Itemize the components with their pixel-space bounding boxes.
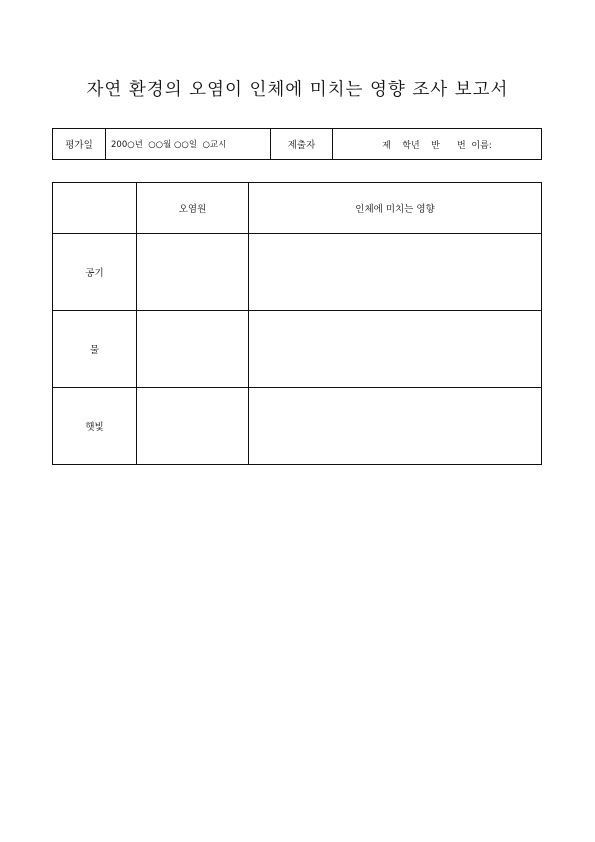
water-effect-cell[interactable] [249, 311, 542, 388]
header-source: 오염원 [137, 183, 249, 234]
eval-date-label: 평가일 [53, 129, 106, 159]
info-box [52, 128, 542, 160]
table-row-water [53, 311, 542, 388]
submitter-field[interactable]: 제 학년 반 번 이름: [382, 140, 492, 151]
eval-date-field[interactable]: 200○년 ○○월 ○○일 ○교시 [106, 129, 271, 159]
air-effect-cell[interactable] [249, 234, 542, 311]
submitter-label: 제출자 [271, 129, 333, 159]
air-source-cell[interactable] [137, 234, 249, 311]
table-row-air [53, 234, 542, 311]
header-effect: 인체에 미치는 영향 [249, 183, 542, 234]
row-label-sunlight: 햇빛 [53, 388, 137, 465]
sunlight-effect-cell[interactable] [249, 388, 542, 465]
table-row-sunlight [53, 388, 542, 465]
row-label-air: 공기 [53, 234, 137, 311]
sunlight-source-cell[interactable] [137, 388, 249, 465]
page-title: 자연 환경의 오염이 인체에 미치는 영향 조사 보고서 [86, 80, 509, 100]
table-header-row [53, 183, 542, 234]
water-source-cell[interactable] [137, 311, 249, 388]
row-label-water: 물 [53, 311, 137, 388]
report-table [52, 182, 542, 465]
header-corner-cell [53, 183, 137, 234]
